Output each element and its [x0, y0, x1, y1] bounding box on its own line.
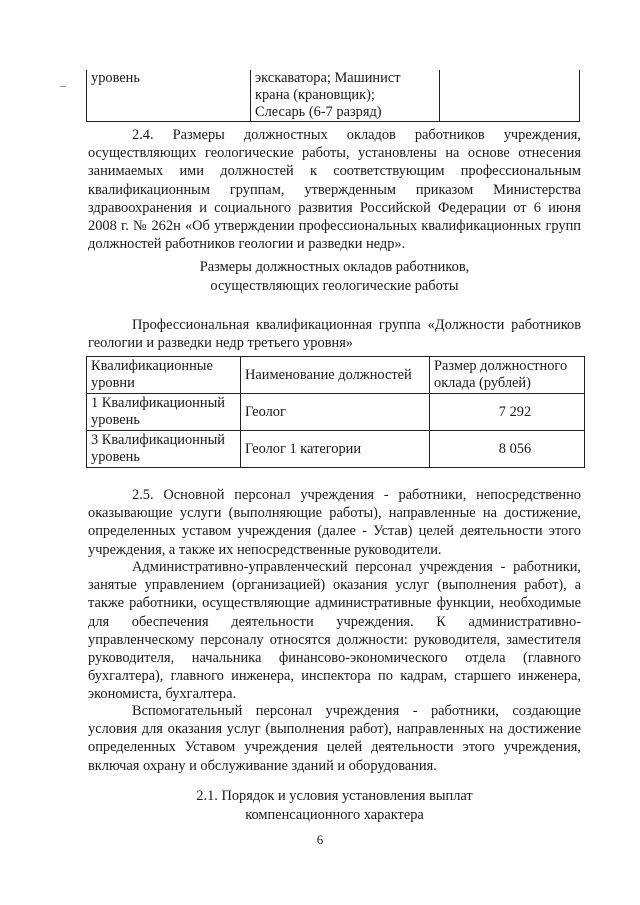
paragraph-2-5 [88, 486, 581, 559]
cell-text: Слесарь (6-7 разряд) [255, 104, 382, 120]
table-row [87, 70, 580, 122]
paragraph-text: 2.5. Основной персонал учреждения - работники, непосредственно оказывающие услуги (выполняющие работы), направленные на достижение, определенных уставом учреждения (далее - Устав) целей деятельности этого учреждения, а также их непосредственные руководители. [88, 487, 581, 558]
table-cell: 7 292 [430, 394, 585, 431]
salary-heading [88, 258, 581, 296]
table-cell [251, 70, 440, 122]
paragraph-text: Административно-управленческий персонал учреждения - работники, занятые управлением (организацией) оказания услуг (выполнения работ), а также работники, осуществляющие административные функции, необходимые для обеспечения деятельности учреждения. К административно-управленческому персоналу относятся должности: руководителя, заместителя руководителя, начальника финансово-экономического отдела (главного бухгалтера), главного инженера, инспектора по кадрам, старшего инженера, экономиста, бухгалтера. [88, 559, 581, 703]
paragraph-aux-staff [88, 702, 581, 775]
page-number: 6 [316, 832, 324, 847]
section-heading [88, 787, 581, 825]
paragraph-text: Вспомогательный персонал учреждения - работники, создающие условия для оказания услуг (выполнения работ), направленных на достижение определенных Уставом учреждения целей деятельности этого учреждения, включая охрану и обслуживание зданий и оборудования. [88, 703, 581, 774]
paragraph-text: 2.4. Размеры должностных окладов работников учреждения, осуществляющих геологические работы, установлены на основе отнесения занимаемых ими должностей к соответствующим профессиональным квалификационным группам, утвержденным приказом Министерства здравоохранения и социального развития Российской Федерации от 6 июня 2008 г. № 262н «Об утверждении профессиональных квалификационных групп должностей работников геологии и разведки недр». [88, 127, 581, 253]
column-header: Квалификационные уровни [87, 357, 241, 394]
pkg-caption [88, 316, 581, 352]
table-row [87, 394, 585, 431]
table-cell [440, 70, 580, 122]
column-header: Размер должностного оклада (рублей) [430, 357, 585, 394]
heading-line: Размеры должностных окладов работников, [199, 259, 470, 275]
table-row [87, 431, 585, 468]
heading-line: осуществляющих геологические работы [210, 278, 459, 294]
continuation-table [86, 70, 580, 122]
qualification-table [86, 356, 585, 468]
heading-line: компенсационного характера [245, 807, 424, 823]
margin-mark [60, 86, 66, 87]
table-cell: 8 056 [430, 431, 585, 468]
cell-text: уровень [91, 70, 140, 86]
table-cell: Геолог 1 категории [241, 431, 430, 468]
table-cell [87, 70, 251, 122]
paragraph-2-4 [88, 126, 581, 253]
cell-text: крана (крановщик); [255, 87, 375, 103]
table-cell: 3 Квалификационный уровень [87, 431, 241, 468]
paragraph-admin-staff [88, 558, 581, 704]
caption-text: Профессиональная квалификационная группа «Должности работников геологии и разведки недр третьего уровня» [88, 317, 581, 352]
cell-text: экскаватора; Машинист [255, 70, 401, 86]
table-header-row [87, 357, 585, 394]
column-header: Наименование должностей [241, 357, 430, 394]
table-cell: 1 Квалификационный уровень [87, 394, 241, 431]
heading-line: 2.1. Порядок и условия установления выплат [196, 788, 473, 804]
table-cell: Геолог [241, 394, 430, 431]
